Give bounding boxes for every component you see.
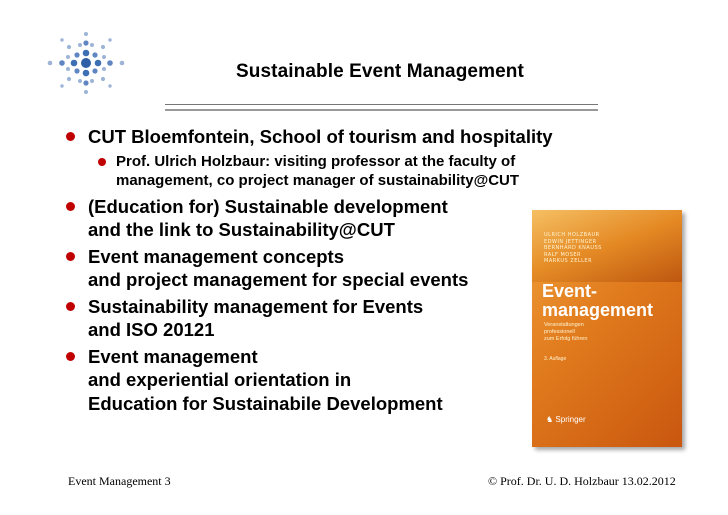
springer-logo-icon: ♞ [546, 415, 556, 424]
book-title-line: management [542, 300, 654, 320]
footer-right: © Prof. Dr. U. D. Holzbaur 13.02.2012 [488, 474, 676, 488]
bullet-dot-icon [66, 302, 75, 311]
book-title-line: Event- [542, 281, 598, 301]
bullet-text: and project management for special events [88, 269, 469, 290]
bullet-text: Education for Sustainabile Development [88, 392, 443, 414]
bullet-text: and ISO 20121 [88, 319, 215, 340]
bullet-text: Prof. Ulrich Holzbaur: visiting professor at the faculty of [116, 152, 516, 170]
bullet-text: management, co project manager of sustainability@CUT [116, 172, 520, 189]
book-subtitle-line: Veranstaltungen [544, 322, 584, 328]
book-cover [532, 210, 682, 447]
footer-left: Event Management 3 [68, 474, 171, 488]
book-title [542, 282, 653, 320]
bullet-dot-icon [98, 158, 106, 166]
book-subtitle [544, 322, 587, 343]
book-author: EDWIN JETTINGER [544, 238, 597, 245]
logo-icon [40, 30, 132, 96]
title-divider [165, 104, 598, 111]
book-author: ULRICH HOLZBAUR [544, 232, 600, 238]
slide-title: Sustainable Event Management [236, 61, 524, 82]
book-edition: 3. Auflage [544, 356, 567, 362]
bullet-text: CUT Bloemfontein, School of tourism and hospitality [88, 126, 553, 147]
bullet-text: Event management concepts [88, 245, 344, 267]
book-author: RALF MOSER [544, 251, 581, 258]
book-author: BERNHARD KNAUSS [544, 245, 602, 251]
bullet-dot-icon [66, 252, 75, 261]
book-author: MARKUS ZELLER [544, 258, 593, 264]
bullet-text: and the link to Sustainability@CUT [88, 219, 395, 240]
book-subtitle-line: professionell [544, 329, 575, 335]
book-authors [544, 232, 602, 265]
sub-bullet-item [88, 152, 624, 191]
bullet-dot-icon [66, 132, 75, 141]
bullet-dot-icon [66, 352, 75, 361]
book-subtitle-line: zum Erfolg führen [544, 336, 588, 342]
book-publisher-name: Springer [555, 415, 586, 424]
bullet-text: and experiential orientation in [88, 369, 352, 390]
bullet-item [64, 125, 624, 149]
bullet-dot-icon [66, 202, 75, 211]
bullet-text: Sustainability management for Events [88, 295, 424, 317]
book-publisher [546, 415, 586, 424]
bullet-text: Event management [88, 345, 258, 367]
bullet-text: (Education for) Sustainable development [88, 195, 448, 217]
